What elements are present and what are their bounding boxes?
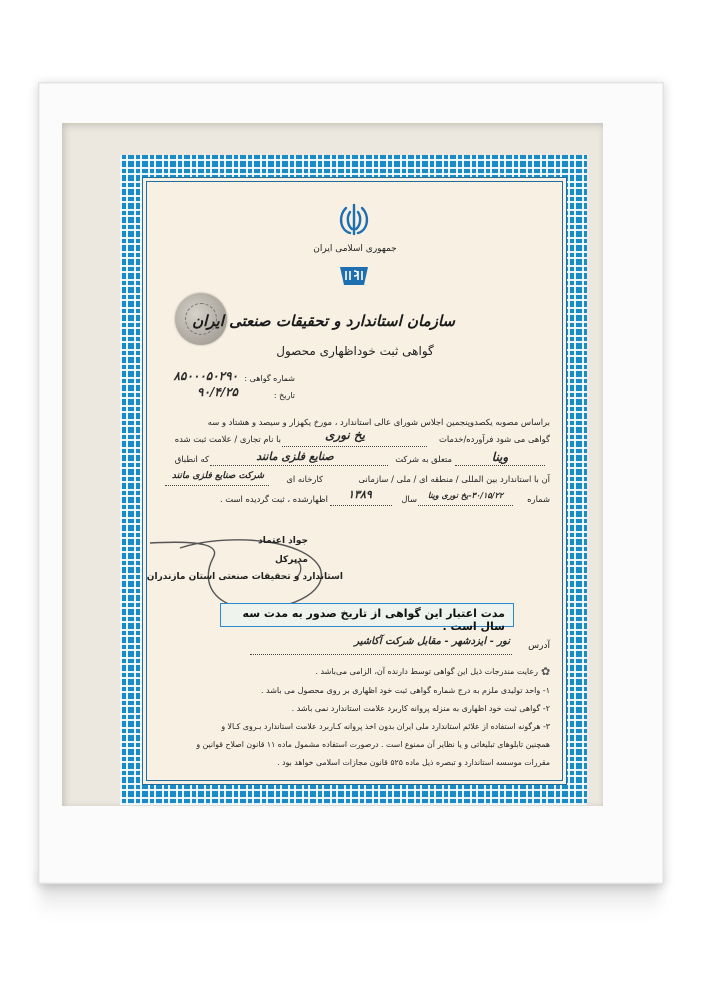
body-line-1: براساس مصوبه یکصدوپنجمین اجلاس شورای عالی استاندارد ، مورخ یکهزار و سیصد و هشتاد و سه [207,417,550,427]
country-name: جمهوری اسلامی ایران [313,244,397,254]
note-2: ۲- گواهی ثبت خود اظهاری به منزله پروانه کاربرد علامت استاندارد نمی باشد . [291,704,550,713]
company-name: صنایع فلزی مانند [256,450,334,463]
factory-name: شرکت صنایع فلزی مانند [171,471,265,481]
standard-year: ۱۳۸۹ [348,488,372,501]
note-3a: ۳- هرگونه استفاده از علائم استاندارد ملی ایران بدون اخذ پروانه کـاربرد علامت استاندارد بـروی کـالا و [221,722,550,731]
cert-number-value: ۸۵۰۰۰۵۰۲۹۰ [173,369,238,383]
address-value: نور - ایزدشهر - مقابل شرکت آکاشیر [354,636,510,647]
cert-number-label: شماره گواهی : [244,374,295,383]
body-line-4b: کارخانه ای [286,474,323,484]
note-3c: مقررات موسسه استاندارد و تبصره ذیل ماده ۵۲۵ قانون مجازات اسلامی خواهد بود . [277,758,550,767]
bullet-flower-icon: ✿ [541,665,551,678]
date-label: تاریخ : [273,391,295,400]
isiri-logo-icon [337,265,371,287]
certificate-title: گواهی ثبت خوداظهاری محصول [276,344,434,358]
validity-text: مدت اعتبار این گواهی از تاریخ صدور به مدت سه سال است . [242,607,505,633]
body-line-5a: شماره [527,494,550,504]
signatory-title: مدیرکل [274,555,308,565]
body-line-2a: گواهی می شود فرآورده/خدمات [438,434,550,444]
standard-number: ۳۰/۱۵/۲۲-یخ نوری وینا [427,490,504,500]
address-label: آدرس [528,641,550,651]
body-line-5b: سال [401,494,417,504]
note-3b: همچنین تابلوهای تبلیغاتی و یا نظایر آن ممنوع است . درصورت استفاده مشمول ماده ۱۱ قانون اصلاح قوانین و [196,740,550,749]
signatory-office: استاندارد و تحقیقات صنعتی استان مازندران [146,572,343,582]
note-1: ۱- واحد تولیدی ملزم به درج شماره گواهی ثبت خود اظهاری بر روی محصول می باشد . [260,686,550,695]
organization-name: سازمان استاندارد و تحقیقات صنعتی ایران [192,312,455,330]
body-line-2b: با نام تجاری / علامت ثبت شده [174,434,281,444]
product-name: یخ نوری [325,428,365,442]
body-line-4a: آن با استاندارد بین المللی / منطقه ای / ملی / سازمانی [358,474,550,484]
trade-name: وینا [491,450,509,464]
signatory-name: جواد اعتماد [258,536,308,546]
validity-box [220,603,514,633]
iran-emblem-icon [334,200,374,240]
date-value: ۹۰/۴/۲۵ [197,385,238,399]
body-line-3b: متعلق به شرکت [395,454,452,464]
notes-heading: رعایت مندرجات ذیل این گواهی توسط دارنده آن، الزامی می‌باشد . [315,667,538,676]
body-line-5c: اظهارشده ، ثبت گردیده است . [219,494,328,504]
body-line-3c: که انطباق [174,454,209,464]
